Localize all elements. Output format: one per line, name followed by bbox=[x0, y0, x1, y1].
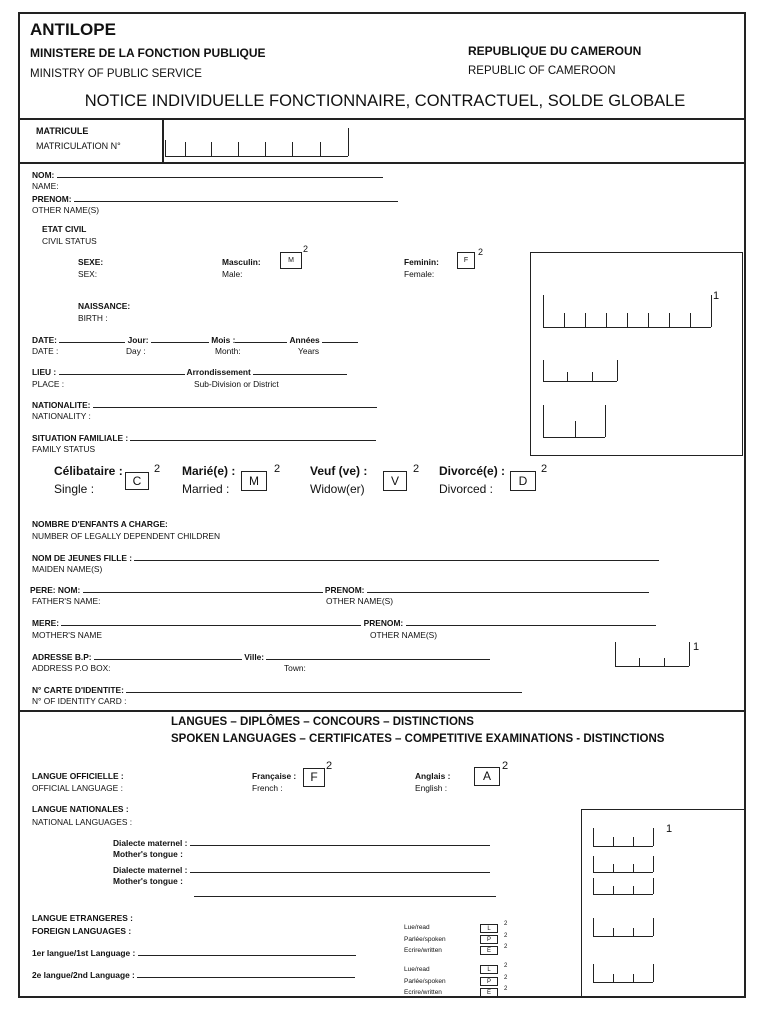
skill-read-label: Lue/read bbox=[404, 924, 430, 931]
matricule-label-fr: MATRICULE bbox=[36, 126, 89, 136]
skill-spoken-label: Parlée/spoken bbox=[404, 978, 446, 985]
father-name-label: FATHER'S NAME: bbox=[32, 596, 101, 606]
marital-single-fr: Célibataire : bbox=[54, 464, 123, 478]
languages-title-en: SPOKEN LANGUAGES – CERTIFICATES – COMPETITIVE EXAMINATIONS - DISTINCTIONS bbox=[171, 733, 665, 745]
sex-label: SEX: bbox=[78, 269, 98, 279]
birth-label: BIRTH : bbox=[78, 313, 108, 323]
skill-read-checkbox[interactable]: L bbox=[480, 924, 498, 933]
divider-languages bbox=[18, 710, 746, 712]
english-label: English : bbox=[415, 783, 448, 793]
carte-field[interactable]: N° CARTE D'IDENTITE: bbox=[32, 684, 522, 695]
adresse-row[interactable]: ADRESSE B.P: Ville: bbox=[32, 651, 490, 662]
address-code-sup: 1 bbox=[693, 641, 700, 653]
org-name: ANTILOPE bbox=[30, 20, 116, 39]
years-label-en: Years bbox=[298, 346, 320, 356]
nationalite-field[interactable]: NATIONALITE: bbox=[32, 399, 377, 410]
marital-single-checkbox[interactable]: C bbox=[125, 472, 149, 490]
pere-row[interactable]: PERE: NOM: PRENOM: bbox=[30, 584, 649, 595]
divider-matricule bbox=[18, 162, 746, 164]
masculin-sup: 2 bbox=[303, 244, 309, 254]
month-label-en: Month: bbox=[215, 346, 241, 356]
marital-widow-checkbox[interactable]: V bbox=[383, 471, 407, 491]
date-row[interactable]: DATE: Jour: Mois : Années bbox=[32, 334, 358, 345]
marital-widow-en: Widow(er) bbox=[310, 482, 365, 496]
skill-read-sup: 2 bbox=[504, 963, 508, 969]
matricule-label-en: MATRICULATION N° bbox=[36, 141, 121, 151]
feminin-label: Feminin: bbox=[404, 257, 439, 267]
second-language-field[interactable]: 2e langue/2nd Language : bbox=[32, 969, 355, 980]
situation-field[interactable]: SITUATION FAMILIALE : bbox=[32, 432, 376, 443]
date-label-en: DATE : bbox=[32, 346, 59, 356]
republic-fr: REPUBLIQUE DU CAMEROUN bbox=[468, 44, 642, 58]
francaise-sup: 2 bbox=[326, 760, 333, 772]
republic-en: REPUBLIC OF CAMEROON bbox=[468, 65, 616, 77]
divider-matricule-vertical bbox=[162, 118, 164, 162]
children-label: NUMBER OF LEGALLY DEPENDENT CHILDREN bbox=[32, 531, 221, 541]
skill-written-label: Ecrire/written bbox=[404, 989, 442, 996]
ministry-fr: MINISTERE DE LA FONCTION PUBLIQUE bbox=[30, 46, 266, 60]
civil-codes-sup: 1 bbox=[713, 290, 720, 302]
language-codes-box bbox=[581, 809, 746, 998]
skill-written-label: Ecrire/written bbox=[404, 947, 442, 954]
marital-divorced-fr: Divorcé(e) : bbox=[439, 464, 506, 478]
subdivision-label-en: Sub-Division or District bbox=[194, 379, 279, 389]
feminin-checkbox[interactable]: F bbox=[457, 252, 475, 269]
jeune-fille-field[interactable]: NOM DE JEUNES FILLE : bbox=[32, 552, 659, 563]
mere-row[interactable]: MERE: PRENOM: bbox=[32, 617, 656, 628]
divider-header bbox=[18, 118, 746, 120]
dialecte1-field[interactable]: Dialecte maternel : bbox=[113, 837, 490, 848]
lieu-row[interactable]: LIEU : Arrondissement bbox=[32, 366, 347, 377]
anglais-sup: 2 bbox=[502, 760, 509, 772]
marital-married-fr: Marié(e) : bbox=[182, 464, 236, 478]
feminin-sup: 2 bbox=[478, 247, 484, 257]
anglais-checkbox[interactable]: A bbox=[474, 767, 500, 786]
etat-civil-label: ETAT CIVIL bbox=[42, 224, 87, 234]
national-languages-fr: LANGUE NATIONALES : bbox=[32, 804, 129, 814]
male-label: Male: bbox=[222, 269, 243, 279]
first-language-field[interactable]: 1er langue/1st Language : bbox=[32, 947, 356, 958]
prenom-field[interactable]: PRENOM: bbox=[32, 193, 398, 204]
mother-tongue2-line[interactable] bbox=[194, 896, 496, 897]
francaise-label: Française : bbox=[252, 771, 297, 781]
skill-read-label: Lue/read bbox=[404, 966, 430, 973]
marital-single-sup: 2 bbox=[154, 463, 161, 475]
sexe-label: SEXE: bbox=[78, 257, 104, 267]
skill-spoken-label: Parlée/spoken bbox=[404, 936, 446, 943]
skill-written-sup: 2 bbox=[504, 944, 508, 950]
identity-card-label: N° OF IDENTITY CARD : bbox=[32, 696, 127, 706]
mother-name-label: MOTHER'S NAME bbox=[32, 630, 102, 640]
skill-spoken-sup: 2 bbox=[504, 975, 508, 981]
anglais-label: Anglais : bbox=[415, 771, 451, 781]
ministry-en: MINISTRY OF PUBLIC SERVICE bbox=[30, 68, 202, 80]
day-label-en: Day : bbox=[126, 346, 146, 356]
dialecte2-field[interactable]: Dialecte maternel : bbox=[113, 864, 490, 875]
official-language-fr: LANGUE OFFICIELLE : bbox=[32, 771, 124, 781]
father-other-names-label: OTHER NAME(S) bbox=[326, 596, 393, 606]
masculin-label: Masculin: bbox=[222, 257, 261, 267]
marital-divorced-checkbox[interactable]: D bbox=[510, 471, 536, 491]
languages-title-fr: LANGUES – DIPLÔMES – CONCOURS – DISTINCTIONS bbox=[171, 716, 474, 728]
mother-tongue2-label: Mother's tongue : bbox=[113, 876, 183, 886]
female-label: Female: bbox=[404, 269, 435, 279]
civil-status-label: CIVIL STATUS bbox=[42, 236, 97, 246]
address-label-en: ADDRESS P.O BOX: bbox=[32, 663, 111, 673]
marital-widow-sup: 2 bbox=[413, 463, 420, 475]
skill-read-sup: 2 bbox=[504, 921, 508, 927]
town-label-en: Town: bbox=[284, 663, 306, 673]
mother-tongue1-label: Mother's tongue : bbox=[113, 849, 183, 859]
marital-married-en: Married : bbox=[182, 482, 230, 496]
place-label-en: PLACE : bbox=[32, 379, 65, 389]
marital-single-en: Single : bbox=[54, 482, 95, 496]
civil-codes-box bbox=[530, 252, 743, 456]
french-label: French : bbox=[252, 783, 283, 793]
family-status-label-en: FAMILY STATUS bbox=[32, 444, 96, 454]
skill-spoken-checkbox[interactable]: P bbox=[480, 977, 498, 986]
nom-field[interactable]: NOM: bbox=[32, 169, 383, 180]
marital-married-checkbox[interactable]: M bbox=[241, 471, 267, 491]
nationality-label-en: NATIONALITY : bbox=[32, 411, 91, 421]
marital-divorced-sup: 2 bbox=[541, 463, 548, 475]
naissance-label: NAISSANCE: bbox=[78, 301, 131, 311]
masculin-checkbox[interactable]: M bbox=[280, 252, 302, 269]
mother-other-names-label: OTHER NAME(S) bbox=[370, 630, 437, 640]
skill-spoken-checkbox[interactable]: P bbox=[480, 935, 498, 944]
marital-divorced-en: Divorced : bbox=[439, 482, 494, 496]
marital-married-sup: 2 bbox=[274, 463, 281, 475]
maiden-name-label: MAIDEN NAME(S) bbox=[32, 564, 103, 574]
foreign-languages-en: FOREIGN LANGUAGES : bbox=[32, 926, 132, 936]
nom-label-en: NAME: bbox=[32, 181, 59, 191]
skill-spoken-sup: 2 bbox=[504, 933, 508, 939]
language-codes-sup: 1 bbox=[666, 823, 673, 835]
enfants-label: NOMBRE D'ENFANTS A CHARGE: bbox=[32, 519, 168, 529]
form-title: NOTICE INDIVIDUELLE FONCTIONNAIRE, CONTRACTUEL, SOLDE GLOBALE bbox=[84, 92, 686, 110]
skill-written-sup: 2 bbox=[504, 986, 508, 992]
foreign-languages-fr: LANGUE ETRANGERES : bbox=[32, 913, 133, 923]
skill-written-checkbox[interactable]: E bbox=[480, 946, 498, 955]
skill-written-checkbox[interactable]: E bbox=[480, 988, 498, 997]
marital-widow-fr: Veuf (ve) : bbox=[310, 464, 368, 478]
national-languages-en: NATIONAL LANGUAGES : bbox=[32, 817, 133, 827]
skill-read-checkbox[interactable]: L bbox=[480, 965, 498, 974]
francaise-checkbox[interactable]: F bbox=[303, 768, 325, 787]
prenom-label-en: OTHER NAME(S) bbox=[32, 205, 99, 215]
official-language-en: OFFICIAL LANGUAGE : bbox=[32, 783, 123, 793]
